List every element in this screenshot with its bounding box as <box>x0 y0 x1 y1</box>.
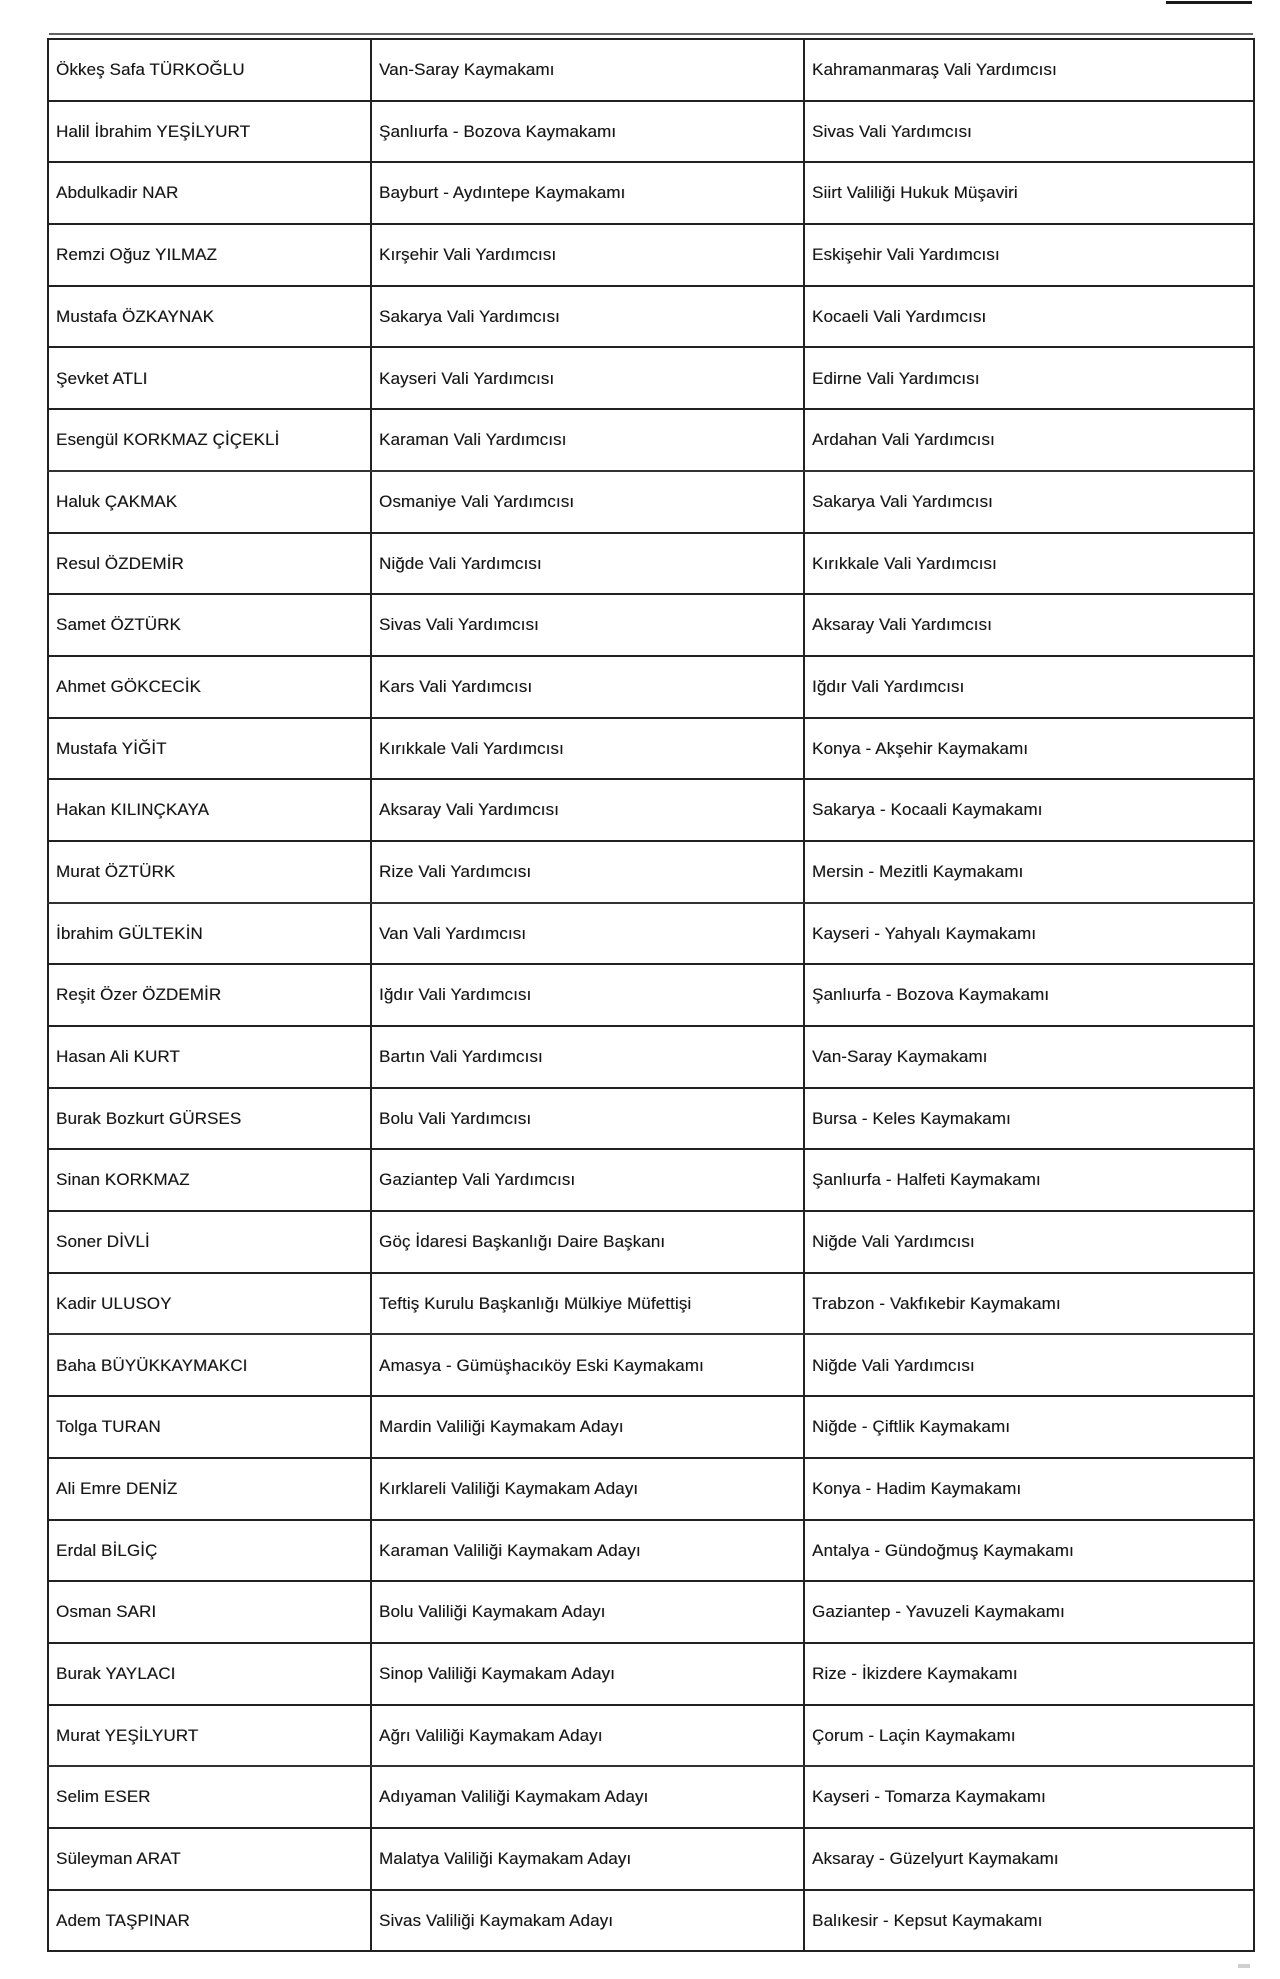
table-row <box>48 1458 1254 1520</box>
current-position-cell: Ağrı Valiliği Kaymakam Adayı <box>371 1705 804 1767</box>
name-cell: Ali Emre DENİZ <box>48 1458 371 1520</box>
current-position-cell: Sivas Valiliği Kaymakam Adayı <box>371 1890 804 1952</box>
new-position-cell: Kocaeli Vali Yardımcısı <box>804 286 1254 348</box>
current-position-cell: Kars Vali Yardımcısı <box>371 656 804 718</box>
name-cell: Ahmet GÖKCECİK <box>48 656 371 718</box>
current-position-cell: Göç İdaresi Başkanlığı Daire Başkanı <box>371 1211 804 1273</box>
table-row <box>48 1149 1254 1211</box>
name-cell: Süleyman ARAT <box>48 1828 371 1890</box>
new-position-cell: Eskişehir Vali Yardımcısı <box>804 224 1254 286</box>
new-position-cell: Niğde Vali Yardımcısı <box>804 1334 1254 1396</box>
new-position-cell: Konya - Akşehir Kaymakamı <box>804 718 1254 780</box>
name-cell: Erdal BİLGİÇ <box>48 1520 371 1582</box>
current-position-cell: Kırklareli Valiliği Kaymakam Adayı <box>371 1458 804 1520</box>
name-cell: Şevket ATLI <box>48 347 371 409</box>
current-position-cell: Sakarya Vali Yardımcısı <box>371 286 804 348</box>
new-position-cell: Edirne Vali Yardımcısı <box>804 347 1254 409</box>
current-position-cell: Mardin Valiliği Kaymakam Adayı <box>371 1396 804 1458</box>
table-row <box>48 1520 1254 1582</box>
new-position-cell: Antalya - Gündoğmuş Kaymakamı <box>804 1520 1254 1582</box>
table-row <box>48 101 1254 163</box>
table-row <box>48 1026 1254 1088</box>
new-position-cell: Van-Saray Kaymakamı <box>804 1026 1254 1088</box>
name-cell: İbrahim GÜLTEKİN <box>48 903 371 965</box>
table-row <box>48 656 1254 718</box>
table-row <box>48 286 1254 348</box>
new-position-cell: Siirt Valiliği Hukuk Müşaviri <box>804 162 1254 224</box>
table-row <box>48 779 1254 841</box>
current-position-cell: Kayseri Vali Yardımcısı <box>371 347 804 409</box>
name-cell: Burak Bozkurt GÜRSES <box>48 1088 371 1150</box>
table-row <box>48 1211 1254 1273</box>
new-position-cell: Aksaray Vali Yardımcısı <box>804 594 1254 656</box>
current-position-cell: Sinop Valiliği Kaymakam Adayı <box>371 1643 804 1705</box>
table-row <box>48 533 1254 595</box>
new-position-cell: Aksaray - Güzelyurt Kaymakamı <box>804 1828 1254 1890</box>
current-position-cell: Niğde Vali Yardımcısı <box>371 533 804 595</box>
name-cell: Abdulkadir NAR <box>48 162 371 224</box>
name-cell: Haluk ÇAKMAK <box>48 471 371 533</box>
new-position-cell: Balıkesir - Kepsut Kaymakamı <box>804 1890 1254 1952</box>
new-position-cell: Sakarya - Kocaali Kaymakamı <box>804 779 1254 841</box>
table-row <box>48 1581 1254 1643</box>
table-row <box>48 347 1254 409</box>
name-cell: Hakan KILINÇKAYA <box>48 779 371 841</box>
name-cell: Ökkeş Safa TÜRKOĞLU <box>48 39 371 101</box>
table-row <box>48 903 1254 965</box>
name-cell: Kadir ULUSOY <box>48 1273 371 1335</box>
current-position-cell: Bolu Valiliği Kaymakam Adayı <box>371 1581 804 1643</box>
new-position-cell: Sakarya Vali Yardımcısı <box>804 471 1254 533</box>
current-position-cell: Karaman Vali Yardımcısı <box>371 409 804 471</box>
table-row <box>48 1088 1254 1150</box>
new-position-cell: Niğde - Çiftlik Kaymakamı <box>804 1396 1254 1458</box>
current-position-cell: Aksaray Vali Yardımcısı <box>371 779 804 841</box>
scan-artifact-speck <box>1238 1964 1250 1968</box>
table-row <box>48 39 1254 101</box>
table-row <box>48 1643 1254 1705</box>
name-cell: Soner DİVLİ <box>48 1211 371 1273</box>
scan-artifact-top-right-dash <box>1166 1 1252 4</box>
table-row <box>48 224 1254 286</box>
new-position-cell: Çorum - Laçin Kaymakamı <box>804 1705 1254 1767</box>
new-position-cell: Kayseri - Tomarza Kaymakamı <box>804 1766 1254 1828</box>
name-cell: Reşit Özer ÖZDEMİR <box>48 964 371 1026</box>
name-cell: Adem TAŞPINAR <box>48 1890 371 1952</box>
name-cell: Osman SARI <box>48 1581 371 1643</box>
table-row <box>48 1766 1254 1828</box>
new-position-cell: Mersin - Mezitli Kaymakamı <box>804 841 1254 903</box>
name-cell: Burak YAYLACI <box>48 1643 371 1705</box>
current-position-cell: Sivas Vali Yardımcısı <box>371 594 804 656</box>
new-position-cell: Niğde Vali Yardımcısı <box>804 1211 1254 1273</box>
new-position-cell: Konya - Hadim Kaymakamı <box>804 1458 1254 1520</box>
table-row <box>48 1396 1254 1458</box>
table-row <box>48 1273 1254 1335</box>
appointments-table <box>47 38 1255 1952</box>
scan-artifact-top-line <box>49 33 1253 35</box>
table-row <box>48 964 1254 1026</box>
current-position-cell: Teftiş Kurulu Başkanlığı Mülkiye Müfettişi <box>371 1273 804 1335</box>
new-position-cell: Bursa - Keles Kaymakamı <box>804 1088 1254 1150</box>
name-cell: Esengül KORKMAZ ÇİÇEKLİ <box>48 409 371 471</box>
new-position-cell: Sivas Vali Yardımcısı <box>804 101 1254 163</box>
name-cell: Sinan KORKMAZ <box>48 1149 371 1211</box>
name-cell: Murat ÖZTÜRK <box>48 841 371 903</box>
name-cell: Mustafa ÖZKAYNAK <box>48 286 371 348</box>
name-cell: Murat YEŞİLYURT <box>48 1705 371 1767</box>
table-row <box>48 1828 1254 1890</box>
current-position-cell: Van Vali Yardımcısı <box>371 903 804 965</box>
table-row <box>48 841 1254 903</box>
name-cell: Mustafa YİĞİT <box>48 718 371 780</box>
new-position-cell: Şanlıurfa - Bozova Kaymakamı <box>804 964 1254 1026</box>
current-position-cell: Rize Vali Yardımcısı <box>371 841 804 903</box>
name-cell: Tolga TURAN <box>48 1396 371 1458</box>
current-position-cell: Malatya Valiliği Kaymakam Adayı <box>371 1828 804 1890</box>
table-row <box>48 718 1254 780</box>
new-position-cell: Gaziantep - Yavuzeli Kaymakamı <box>804 1581 1254 1643</box>
new-position-cell: Rize - İkizdere Kaymakamı <box>804 1643 1254 1705</box>
table-row <box>48 409 1254 471</box>
table-row <box>48 162 1254 224</box>
new-position-cell: Kırıkkale Vali Yardımcısı <box>804 533 1254 595</box>
table-row <box>48 1890 1254 1952</box>
current-position-cell: Kırşehir Vali Yardımcısı <box>371 224 804 286</box>
name-cell: Remzi Oğuz YILMAZ <box>48 224 371 286</box>
name-cell: Hasan Ali KURT <box>48 1026 371 1088</box>
table-row <box>48 594 1254 656</box>
new-position-cell: Şanlıurfa - Halfeti Kaymakamı <box>804 1149 1254 1211</box>
appointments-table-body <box>48 39 1254 1951</box>
name-cell: Selim ESER <box>48 1766 371 1828</box>
current-position-cell: Bayburt - Aydıntepe Kaymakamı <box>371 162 804 224</box>
name-cell: Halil İbrahim YEŞİLYURT <box>48 101 371 163</box>
new-position-cell: Iğdır Vali Yardımcısı <box>804 656 1254 718</box>
current-position-cell: Van-Saray Kaymakamı <box>371 39 804 101</box>
current-position-cell: Osmaniye Vali Yardımcısı <box>371 471 804 533</box>
new-position-cell: Trabzon - Vakfıkebir Kaymakamı <box>804 1273 1254 1335</box>
current-position-cell: Bolu Vali Yardımcısı <box>371 1088 804 1150</box>
table-row <box>48 1705 1254 1767</box>
table-row <box>48 1334 1254 1396</box>
current-position-cell: Şanlıurfa - Bozova Kaymakamı <box>371 101 804 163</box>
name-cell: Resul ÖZDEMİR <box>48 533 371 595</box>
current-position-cell: Gaziantep Vali Yardımcısı <box>371 1149 804 1211</box>
current-position-cell: Bartın Vali Yardımcısı <box>371 1026 804 1088</box>
current-position-cell: Kırıkkale Vali Yardımcısı <box>371 718 804 780</box>
new-position-cell: Kayseri - Yahyalı Kaymakamı <box>804 903 1254 965</box>
current-position-cell: Karaman Valiliği Kaymakam Adayı <box>371 1520 804 1582</box>
current-position-cell: Amasya - Gümüşhacıköy Eski Kaymakamı <box>371 1334 804 1396</box>
new-position-cell: Kahramanmaraş Vali Yardımcısı <box>804 39 1254 101</box>
name-cell: Baha BÜYÜKKAYMAKCI <box>48 1334 371 1396</box>
new-position-cell: Ardahan Vali Yardımcısı <box>804 409 1254 471</box>
name-cell: Samet ÖZTÜRK <box>48 594 371 656</box>
current-position-cell: Iğdır Vali Yardımcısı <box>371 964 804 1026</box>
table-row <box>48 471 1254 533</box>
current-position-cell: Adıyaman Valiliği Kaymakam Adayı <box>371 1766 804 1828</box>
